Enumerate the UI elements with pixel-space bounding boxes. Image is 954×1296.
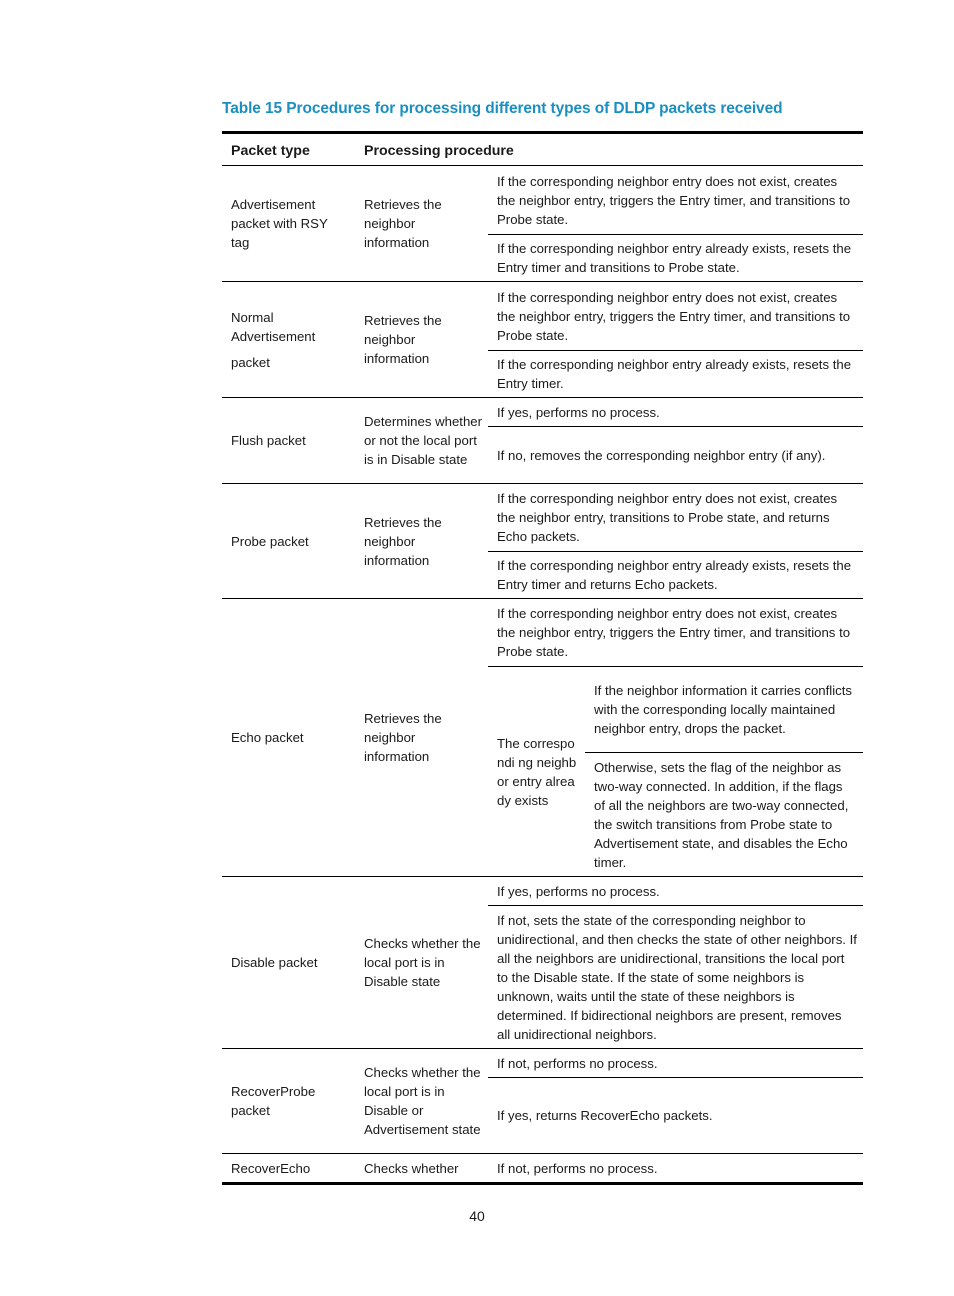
action-cell: Checks whether [355, 1154, 488, 1184]
procedure-cell: If not, performs no process. [488, 1154, 863, 1184]
procedure-cell: If the corresponding neighbor entry does not exist, creates the neighbor entry, triggers the Entry timer, and transitions to Probe state. [488, 599, 863, 667]
table-row [222, 877, 863, 906]
table-caption: Table 15 Procedures for processing different types of DLDP packets received [222, 100, 783, 117]
action-cell: Checks whether the local port is in Disable state [355, 877, 488, 1049]
packet-type-line: packet [231, 354, 270, 370]
procedure-cell: If the corresponding neighbor entry already exists, resets the Entry timer and transitions to Probe state. [488, 235, 863, 282]
table-row [222, 1049, 863, 1078]
packet-type-cell: Probe packet [222, 484, 355, 599]
table-row [222, 1154, 863, 1184]
header-processing-procedure: Processing procedure [355, 133, 863, 166]
action-cell: Retrieves the neighbor information [355, 166, 488, 282]
action-cell: Retrieves the neighbor information [355, 282, 488, 398]
action-cell: Checks whether the local port is in Disable or Advertisement state [355, 1049, 488, 1154]
procedure-cell: If yes, performs no process. [488, 398, 863, 427]
table-row [222, 484, 863, 552]
procedure-cell: If not, sets the state of the corresponding neighbor to unidirectional, and then checks the state of other neighbors. If all the neighbors are unidirectional, transitions the local port to the Disable state. If the state of some neighbors is unknown, waits until the state of these neighbors is determined. If bidirectional neighbors are present, removes all unidirectional neighbors. [488, 906, 863, 1049]
condition-cell: The correspondi ng neighbor entry already exists [488, 667, 585, 877]
procedure-cell: If the neighbor information it carries conflicts with the corresponding locally maintained neighbor entry, drops the packet. [585, 667, 863, 753]
packet-type-cell: RecoverEcho [222, 1154, 355, 1184]
procedure-cell: If the corresponding neighbor entry does not exist, creates the neighbor entry, triggers the Entry timer, and transitions to Probe state. [488, 282, 863, 351]
procedure-cell: Otherwise, sets the flag of the neighbor as two-way connected. In addition, if the flags of all the neighbors are two-way connected, the switch transitions from Probe state to Advertisement state, and disables the Echo timer. [585, 753, 863, 877]
action-cell: Retrieves the neighbor information [355, 599, 488, 877]
action-cell: Determines whether or not the local port is in Disable state [355, 398, 488, 484]
packet-type-cell [222, 282, 355, 398]
packet-type-cell: Flush packet [222, 398, 355, 484]
table-row [222, 166, 863, 235]
procedure-cell: If not, performs no process. [488, 1049, 863, 1078]
procedure-cell: If yes, performs no process. [488, 877, 863, 906]
packet-type-cell: Advertisement packet with RSY tag [222, 166, 355, 282]
packet-type-cell: Disable packet [222, 877, 355, 1049]
procedure-cell: If yes, returns RecoverEcho packets. [488, 1078, 863, 1154]
packet-type-cell: RecoverProbe packet [222, 1049, 355, 1154]
procedure-cell: If the corresponding neighbor entry does not exist, creates the neighbor entry, triggers the Entry timer, and transitions to Probe state. [488, 166, 863, 235]
action-cell: Retrieves the neighbor information [355, 484, 488, 599]
procedure-cell: If the corresponding neighbor entry already exists, resets the Entry timer. [488, 351, 863, 398]
dldp-procedures-table [222, 131, 863, 1185]
table-header-row [222, 133, 863, 166]
procedure-cell: If the corresponding neighbor entry already exists, resets the Entry timer and returns Echo packets. [488, 552, 863, 599]
table-row [222, 599, 863, 667]
table-row [222, 398, 863, 427]
packet-type-cell: Echo packet [222, 599, 355, 877]
procedure-cell: If the corresponding neighbor entry does not exist, creates the neighbor entry, transitions to Probe state, and returns Echo packets. [488, 484, 863, 552]
page-number: 40 [469, 1208, 485, 1224]
header-packet-type: Packet type [222, 133, 355, 166]
packet-type-line: Normal Advertisement [231, 309, 316, 344]
table-row [222, 282, 863, 351]
procedure-cell: If no, removes the corresponding neighbor entry (if any). [488, 427, 863, 484]
